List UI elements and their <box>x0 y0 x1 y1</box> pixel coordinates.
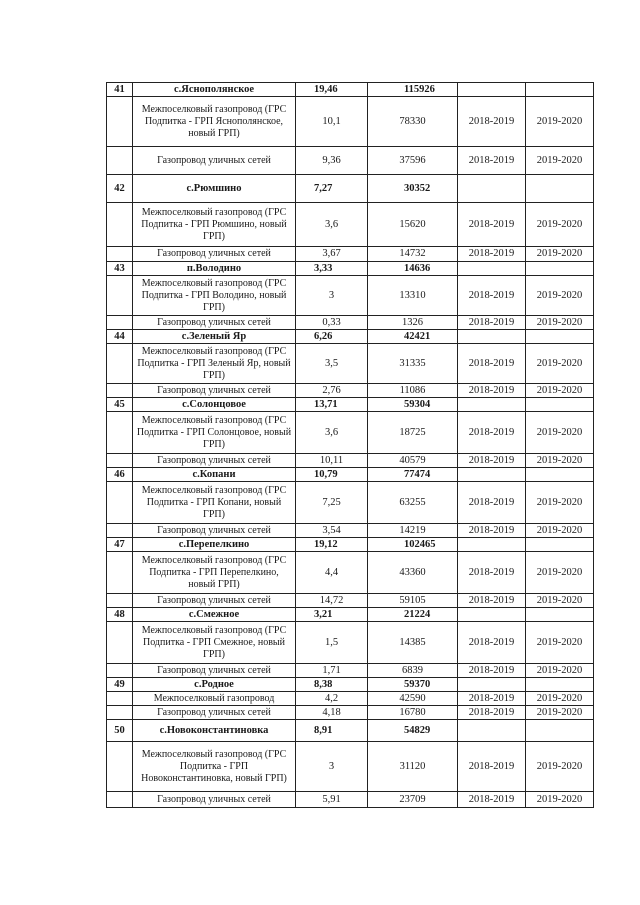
row-number <box>107 203 133 247</box>
row-number <box>107 316 133 330</box>
row-end-period: 2019-2020 <box>526 594 594 608</box>
row-length: 1,5 <box>296 622 368 664</box>
row-cost: 14385 <box>368 622 458 664</box>
row-length: 9,36 <box>296 147 368 175</box>
row-cost: 1326 <box>368 316 458 330</box>
row-length: 0,33 <box>296 316 368 330</box>
village-row <box>107 175 594 203</box>
row-length: 4,2 <box>296 692 368 706</box>
row-number <box>107 622 133 664</box>
row-end-period: 2019-2020 <box>526 97 594 147</box>
row-start-period: 2018-2019 <box>458 706 526 720</box>
row-end-period: 2019-2020 <box>526 524 594 538</box>
row-start-period: 2018-2019 <box>458 247 526 262</box>
row-name: Газопровод уличных сетей <box>133 524 296 538</box>
row-end-period: 2019-2020 <box>526 203 594 247</box>
row-cost: 54829 <box>368 720 458 742</box>
row-length: 4,18 <box>296 706 368 720</box>
row-cost: 115926 <box>368 83 458 97</box>
pipeline-row <box>107 792 594 808</box>
gas-pipeline-table <box>106 82 594 808</box>
village-row <box>107 538 594 552</box>
pipeline-row <box>107 552 594 594</box>
row-cost: 13310 <box>368 276 458 316</box>
row-name: с.Яснополянское <box>133 83 296 97</box>
row-start-period: 2018-2019 <box>458 742 526 792</box>
row-length: 3,6 <box>296 203 368 247</box>
row-name: Газопровод уличных сетей <box>133 316 296 330</box>
row-end-period: 2019-2020 <box>526 552 594 594</box>
row-cost: 18725 <box>368 412 458 454</box>
row-number <box>107 594 133 608</box>
row-end-period <box>526 468 594 482</box>
pipeline-row <box>107 742 594 792</box>
row-number <box>107 344 133 384</box>
row-length: 13,71 <box>296 398 368 412</box>
row-number: 44 <box>107 330 133 344</box>
row-name: Газопровод уличных сетей <box>133 664 296 678</box>
row-cost: 31335 <box>368 344 458 384</box>
row-name: с.Новоконстантиновка <box>133 720 296 742</box>
village-row <box>107 262 594 276</box>
village-row <box>107 83 594 97</box>
row-cost: 15620 <box>368 203 458 247</box>
row-start-period <box>458 608 526 622</box>
row-name: Межпоселковый газопровод (ГРС Подпитка - ГРП Рюмшино, новый ГРП) <box>133 203 296 247</box>
row-length: 10,11 <box>296 454 368 468</box>
row-name: с.Зеленый Яр <box>133 330 296 344</box>
row-end-period <box>526 720 594 742</box>
row-name: Межпоселковый газопровод (ГРС Подпитка - ГРП Солонцовое, новый ГРП) <box>133 412 296 454</box>
table-body <box>107 83 594 808</box>
row-end-period <box>526 398 594 412</box>
row-length: 3,21 <box>296 608 368 622</box>
row-start-period <box>458 330 526 344</box>
row-end-period <box>526 538 594 552</box>
row-number: 46 <box>107 468 133 482</box>
row-end-period <box>526 330 594 344</box>
row-length: 10,79 <box>296 468 368 482</box>
row-name: Газопровод уличных сетей <box>133 454 296 468</box>
row-name: Межпоселковый газопровод (ГРС Подпитка - ГРП Яснополянское, новый ГРП) <box>133 97 296 147</box>
pipeline-row <box>107 706 594 720</box>
row-name: Межпоселковый газопровод (ГРС Подпитка - ГРП Смежное, новый ГРП) <box>133 622 296 664</box>
row-length: 3 <box>296 742 368 792</box>
row-length: 14,72 <box>296 594 368 608</box>
row-cost: 59304 <box>368 398 458 412</box>
row-cost: 31120 <box>368 742 458 792</box>
village-row <box>107 398 594 412</box>
pipeline-row <box>107 97 594 147</box>
row-end-period: 2019-2020 <box>526 316 594 330</box>
row-start-period: 2018-2019 <box>458 482 526 524</box>
row-length: 3 <box>296 276 368 316</box>
pipeline-row <box>107 147 594 175</box>
row-length: 10,1 <box>296 97 368 147</box>
row-cost: 102465 <box>368 538 458 552</box>
row-cost: 11086 <box>368 384 458 398</box>
row-number <box>107 482 133 524</box>
row-cost: 16780 <box>368 706 458 720</box>
row-length: 3,33 <box>296 262 368 276</box>
row-number: 43 <box>107 262 133 276</box>
row-start-period <box>458 538 526 552</box>
row-start-period <box>458 175 526 203</box>
village-row <box>107 330 594 344</box>
village-row <box>107 678 594 692</box>
row-number <box>107 412 133 454</box>
row-start-period: 2018-2019 <box>458 692 526 706</box>
row-name: с.Копани <box>133 468 296 482</box>
row-length: 1,71 <box>296 664 368 678</box>
row-end-period: 2019-2020 <box>526 664 594 678</box>
row-number: 45 <box>107 398 133 412</box>
row-end-period <box>526 175 594 203</box>
row-number <box>107 792 133 808</box>
row-name: Межпоселковый газопровод (ГРС Подпитка - ГРП Зеленый Яр, новый ГРП) <box>133 344 296 384</box>
row-name: с.Солонцовое <box>133 398 296 412</box>
pipeline-row <box>107 524 594 538</box>
row-start-period: 2018-2019 <box>458 792 526 808</box>
row-cost: 21224 <box>368 608 458 622</box>
row-cost: 6839 <box>368 664 458 678</box>
row-length: 3,5 <box>296 344 368 384</box>
row-number <box>107 664 133 678</box>
row-cost: 63255 <box>368 482 458 524</box>
row-name: Межпоселковый газопровод (ГРС Подпитка - ГРП Копани, новый ГРП) <box>133 482 296 524</box>
pipeline-row <box>107 664 594 678</box>
row-cost: 77474 <box>368 468 458 482</box>
row-name: Газопровод уличных сетей <box>133 384 296 398</box>
row-start-period <box>458 720 526 742</box>
row-cost: 43360 <box>368 552 458 594</box>
row-name: п.Володино <box>133 262 296 276</box>
village-row <box>107 468 594 482</box>
row-name: Газопровод уличных сетей <box>133 247 296 262</box>
row-cost: 14219 <box>368 524 458 538</box>
pipeline-row <box>107 482 594 524</box>
row-number <box>107 276 133 316</box>
row-end-period <box>526 608 594 622</box>
row-end-period <box>526 83 594 97</box>
row-number: 48 <box>107 608 133 622</box>
row-cost: 42590 <box>368 692 458 706</box>
pipeline-row <box>107 203 594 247</box>
row-end-period: 2019-2020 <box>526 412 594 454</box>
row-cost: 78330 <box>368 97 458 147</box>
row-start-period: 2018-2019 <box>458 454 526 468</box>
row-name: Межпоселковый газопровод (ГРС Подпитка - ГРП Перепелкино, новый ГРП) <box>133 552 296 594</box>
pipeline-row <box>107 692 594 706</box>
row-name: с.Рюмшино <box>133 175 296 203</box>
pipeline-row <box>107 622 594 664</box>
row-start-period <box>458 678 526 692</box>
row-end-period <box>526 678 594 692</box>
row-end-period: 2019-2020 <box>526 344 594 384</box>
row-number <box>107 692 133 706</box>
row-number <box>107 454 133 468</box>
row-end-period: 2019-2020 <box>526 622 594 664</box>
row-start-period: 2018-2019 <box>458 203 526 247</box>
row-end-period: 2019-2020 <box>526 692 594 706</box>
row-name: Межпоселковый газопровод <box>133 692 296 706</box>
row-cost: 40579 <box>368 454 458 468</box>
row-end-period: 2019-2020 <box>526 454 594 468</box>
row-number: 50 <box>107 720 133 742</box>
row-end-period: 2019-2020 <box>526 792 594 808</box>
row-name: Газопровод уличных сетей <box>133 594 296 608</box>
pipeline-row <box>107 454 594 468</box>
row-cost: 59370 <box>368 678 458 692</box>
row-end-period: 2019-2020 <box>526 247 594 262</box>
row-number <box>107 552 133 594</box>
row-number: 49 <box>107 678 133 692</box>
row-end-period <box>526 262 594 276</box>
row-number <box>107 97 133 147</box>
row-end-period: 2019-2020 <box>526 276 594 316</box>
row-start-period: 2018-2019 <box>458 594 526 608</box>
row-number <box>107 742 133 792</box>
row-length: 2,76 <box>296 384 368 398</box>
pipeline-row <box>107 316 594 330</box>
row-end-period: 2019-2020 <box>526 147 594 175</box>
row-length: 3,6 <box>296 412 368 454</box>
row-start-period: 2018-2019 <box>458 97 526 147</box>
row-start-period: 2018-2019 <box>458 524 526 538</box>
row-name: Межпоселковый газопровод (ГРС Подпитка - ГРП Новоконстантиновка, новый ГРП) <box>133 742 296 792</box>
row-cost: 42421 <box>368 330 458 344</box>
row-number: 47 <box>107 538 133 552</box>
row-length: 6,26 <box>296 330 368 344</box>
row-start-period: 2018-2019 <box>458 552 526 594</box>
row-length: 3,54 <box>296 524 368 538</box>
row-length: 19,46 <box>296 83 368 97</box>
row-start-period <box>458 83 526 97</box>
row-name: с.Смежное <box>133 608 296 622</box>
row-name: Газопровод уличных сетей <box>133 706 296 720</box>
row-start-period: 2018-2019 <box>458 384 526 398</box>
row-length: 8,91 <box>296 720 368 742</box>
row-name: Газопровод уличных сетей <box>133 792 296 808</box>
row-name: Межпоселковый газопровод (ГРС Подпитка - ГРП Володино, новый ГРП) <box>133 276 296 316</box>
row-cost: 23709 <box>368 792 458 808</box>
row-start-period: 2018-2019 <box>458 412 526 454</box>
row-start-period: 2018-2019 <box>458 316 526 330</box>
row-number <box>107 247 133 262</box>
row-length: 19,12 <box>296 538 368 552</box>
pipeline-row <box>107 247 594 262</box>
row-cost: 37596 <box>368 147 458 175</box>
row-number <box>107 524 133 538</box>
row-name: с.Перепелкино <box>133 538 296 552</box>
row-cost: 14636 <box>368 262 458 276</box>
row-start-period: 2018-2019 <box>458 344 526 384</box>
row-cost: 14732 <box>368 247 458 262</box>
row-number: 42 <box>107 175 133 203</box>
row-end-period: 2019-2020 <box>526 482 594 524</box>
row-cost: 59105 <box>368 594 458 608</box>
row-start-period <box>458 468 526 482</box>
row-name: Газопровод уличных сетей <box>133 147 296 175</box>
row-start-period <box>458 398 526 412</box>
row-end-period: 2019-2020 <box>526 742 594 792</box>
pipeline-row <box>107 594 594 608</box>
row-start-period: 2018-2019 <box>458 276 526 316</box>
row-start-period: 2018-2019 <box>458 622 526 664</box>
row-length: 4,4 <box>296 552 368 594</box>
pipeline-row <box>107 384 594 398</box>
pipeline-row <box>107 344 594 384</box>
row-start-period: 2018-2019 <box>458 147 526 175</box>
row-number <box>107 147 133 175</box>
row-end-period: 2019-2020 <box>526 384 594 398</box>
village-row <box>107 720 594 742</box>
row-number: 41 <box>107 83 133 97</box>
row-name: с.Родное <box>133 678 296 692</box>
row-length: 7,27 <box>296 175 368 203</box>
pipeline-row <box>107 412 594 454</box>
row-length: 8,38 <box>296 678 368 692</box>
row-cost: 30352 <box>368 175 458 203</box>
pipeline-row <box>107 276 594 316</box>
row-number <box>107 384 133 398</box>
row-length: 3,67 <box>296 247 368 262</box>
row-length: 7,25 <box>296 482 368 524</box>
row-start-period: 2018-2019 <box>458 664 526 678</box>
row-length: 5,91 <box>296 792 368 808</box>
row-end-period: 2019-2020 <box>526 706 594 720</box>
row-start-period <box>458 262 526 276</box>
row-number <box>107 706 133 720</box>
village-row <box>107 608 594 622</box>
